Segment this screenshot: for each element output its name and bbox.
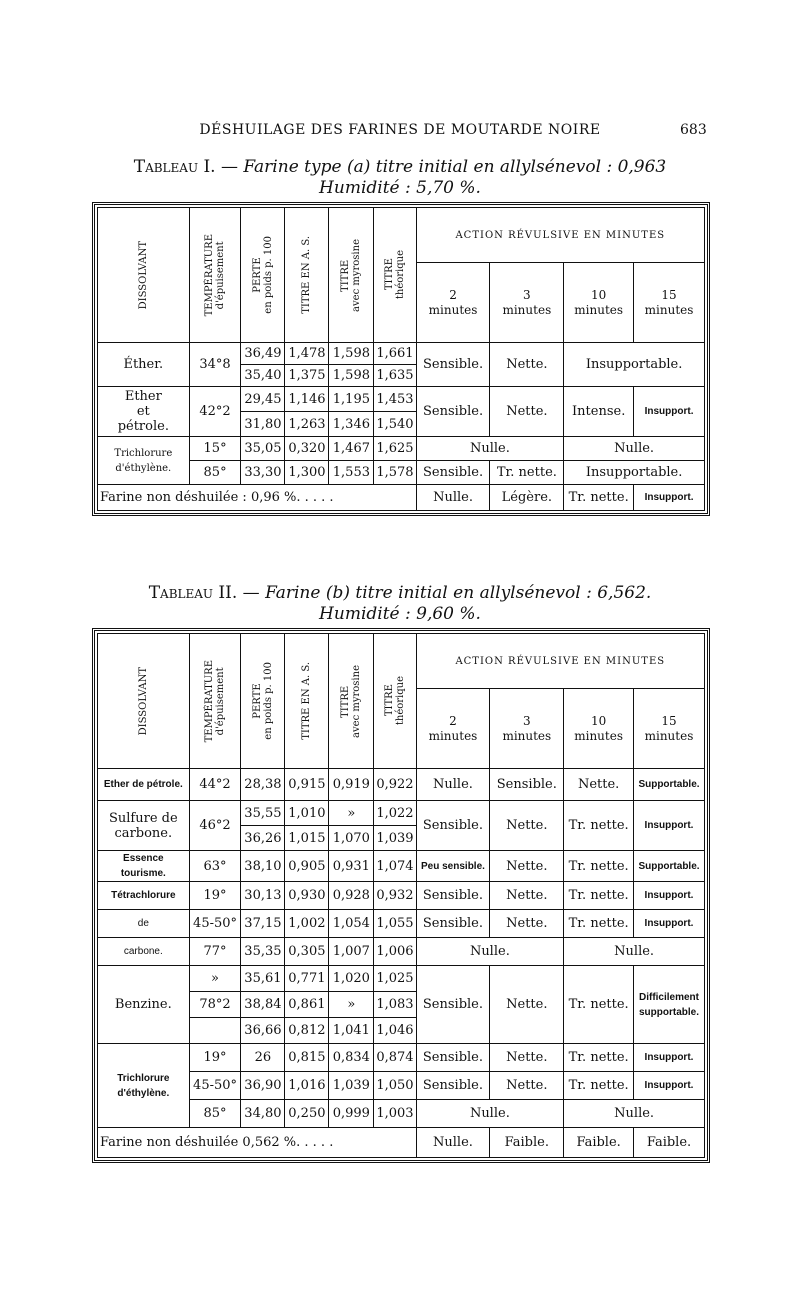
table-row bbox=[98, 769, 705, 801]
temp-cell: 85° bbox=[189, 1100, 241, 1128]
myr-cell: 1,598 bbox=[329, 343, 374, 365]
th-cell: 1,625 bbox=[374, 437, 416, 461]
row-label: Tétrachlorure bbox=[98, 882, 190, 910]
table-row bbox=[98, 1072, 705, 1100]
action-2-3-cell: Nulle. bbox=[416, 437, 564, 461]
table2-caption-line2: Humidité : 9,60 %. bbox=[319, 604, 481, 624]
action-3-cell: Tr. nette. bbox=[490, 461, 564, 485]
th-cell: 1,022 bbox=[374, 801, 416, 826]
table-row bbox=[98, 1044, 705, 1072]
table-row bbox=[98, 1128, 705, 1158]
table2 bbox=[97, 633, 705, 1158]
minutes-15-header: 15 minutes bbox=[634, 263, 705, 343]
perte-cell: 35,61 bbox=[241, 966, 285, 992]
th-cell: 1,635 bbox=[374, 365, 416, 387]
myr-cell: 1,039 bbox=[329, 1072, 374, 1100]
row-label: de bbox=[98, 910, 190, 938]
action-15-cell: Difficilement supportable. bbox=[634, 966, 705, 1044]
table-row bbox=[98, 387, 705, 412]
as-cell: 1,010 bbox=[285, 801, 329, 826]
action-3-cell: Nette. bbox=[490, 387, 564, 437]
action-2-cell: Sensible. bbox=[416, 343, 490, 387]
th-cell: 1,025 bbox=[374, 966, 416, 992]
temp-cell: » bbox=[189, 966, 241, 992]
myr-cell: 1,070 bbox=[329, 826, 374, 851]
table-row bbox=[98, 461, 705, 485]
action-header: ACTION RÉVULSIVE EN MINUTES bbox=[416, 634, 704, 689]
action-3-cell: Nette. bbox=[490, 910, 564, 938]
as-cell: 0,930 bbox=[285, 882, 329, 910]
action-2-3-cell: Nulle. bbox=[416, 938, 564, 966]
temp-cell: 85° bbox=[189, 461, 241, 485]
minutes-10-header: 10 minutes bbox=[564, 689, 634, 769]
table1-caption bbox=[0, 157, 800, 199]
perte-cell: 35,55 bbox=[241, 801, 285, 826]
action-10-cell: Tr. nette. bbox=[564, 882, 634, 910]
perte-cell: 31,80 bbox=[241, 412, 285, 437]
action-15-cell: Insupport. bbox=[634, 1072, 705, 1100]
table-row bbox=[98, 882, 705, 910]
th-cell: 1,661 bbox=[374, 343, 416, 365]
col-titre-as-header: TITRE EN A. S. bbox=[285, 208, 329, 343]
temp-cell: 78°2 bbox=[189, 992, 241, 1018]
farine-label: Farine non déshuilée 0,562 %. . . . . bbox=[98, 1128, 417, 1158]
minutes-10-header: 10 minutes bbox=[564, 263, 634, 343]
table1-caption-line2: Humidité : 5,70 %. bbox=[319, 178, 481, 198]
action-10-cell: Nette. bbox=[564, 769, 634, 801]
action-10-cell: Tr. nette. bbox=[564, 485, 634, 511]
minutes-2-header: 2 minutes bbox=[416, 689, 490, 769]
running-title: DÉSHUILAGE DES FARINES DE MOUTARDE NOIRE bbox=[199, 122, 601, 138]
col-dissolvant-header: DISSOLVANT bbox=[98, 634, 190, 769]
temp-cell: 15° bbox=[189, 437, 241, 461]
perte-cell: 30,13 bbox=[241, 882, 285, 910]
as-cell: 1,016 bbox=[285, 1072, 329, 1100]
action-15-cell: Insupport. bbox=[634, 387, 705, 437]
th-cell: 1,578 bbox=[374, 461, 416, 485]
table-row bbox=[98, 1100, 705, 1128]
action-3-cell: Nette. bbox=[490, 801, 564, 851]
myr-cell: 1,020 bbox=[329, 966, 374, 992]
caption-dash: — bbox=[237, 583, 266, 603]
action-2-3-cell: Nulle. bbox=[416, 1100, 564, 1128]
table1-caption-italic: Farine type bbox=[243, 157, 342, 177]
action-15-cell: Supportable. bbox=[634, 769, 705, 801]
row-label: Sulfure de carbone. bbox=[98, 801, 190, 851]
temp-cell: 45-50° bbox=[189, 910, 241, 938]
temp-cell: 42°2 bbox=[189, 387, 241, 437]
row-label-trichlorure: Trichlorure d'éthylène. bbox=[98, 1044, 190, 1128]
col-perte-header: PERTE en poids p. 100 bbox=[241, 634, 285, 769]
th-cell: 0,932 bbox=[374, 882, 416, 910]
col-dissolvant-header: DISSOLVANT bbox=[98, 208, 190, 343]
action-3-cell: Nette. bbox=[490, 343, 564, 387]
as-cell: 1,002 bbox=[285, 910, 329, 938]
as-cell: 1,478 bbox=[285, 343, 329, 365]
action-2-cell: Sensible. bbox=[416, 1072, 490, 1100]
row-label-ether-petrole: Ether et pétrole. bbox=[98, 387, 190, 437]
action-10-15-cell: Nulle. bbox=[564, 1100, 705, 1128]
temp-cell: 19° bbox=[189, 882, 241, 910]
perte-cell: 35,05 bbox=[241, 437, 285, 461]
col-titre-myrosine-header: TITRE avec myrosine bbox=[329, 208, 374, 343]
action-15-cell: Supportable. bbox=[634, 851, 705, 882]
action-15-cell: Insupport. bbox=[634, 801, 705, 851]
action-10-cell: Tr. nette. bbox=[564, 910, 634, 938]
action-10-15-cell: Nulle. bbox=[564, 938, 705, 966]
action-10-15-cell: Nulle. bbox=[564, 437, 705, 461]
th-cell: 0,874 bbox=[374, 1044, 416, 1072]
perte-cell: 38,10 bbox=[241, 851, 285, 882]
perte-cell: 29,45 bbox=[241, 387, 285, 412]
myr-cell: 0,999 bbox=[329, 1100, 374, 1128]
table-row bbox=[98, 966, 705, 992]
th-cell: 1,083 bbox=[374, 992, 416, 1018]
as-cell: 1,375 bbox=[285, 365, 329, 387]
table-row bbox=[98, 801, 705, 826]
action-3-cell: Faible. bbox=[490, 1128, 564, 1158]
col-temperature-header: TEMPÉRATURE d'épuisement bbox=[189, 634, 241, 769]
temp-cell: 19° bbox=[189, 1044, 241, 1072]
perte-cell: 28,38 bbox=[241, 769, 285, 801]
myr-cell: 1,007 bbox=[329, 938, 374, 966]
perte-cell: 37,15 bbox=[241, 910, 285, 938]
table2-caption-label: Tableau II. bbox=[148, 583, 238, 603]
th-cell: 1,003 bbox=[374, 1100, 416, 1128]
myr-cell: 1,598 bbox=[329, 365, 374, 387]
action-10-cell: Intense. bbox=[564, 387, 634, 437]
perte-cell: 35,40 bbox=[241, 365, 285, 387]
action-15-cell: Insupport. bbox=[634, 882, 705, 910]
table-row bbox=[98, 851, 705, 882]
minutes-2-header: 2 minutes bbox=[416, 263, 490, 343]
as-cell: 0,861 bbox=[285, 992, 329, 1018]
row-label-ether: Éther. bbox=[98, 343, 190, 387]
as-cell: 1,146 bbox=[285, 387, 329, 412]
as-cell: 0,915 bbox=[285, 769, 329, 801]
perte-cell: 36,66 bbox=[241, 1018, 285, 1044]
table2-caption-rest: (b) titre initial en allylsénevol : 6,562. bbox=[320, 583, 652, 603]
caption-dash: — bbox=[215, 157, 244, 177]
as-cell: 0,815 bbox=[285, 1044, 329, 1072]
myr-cell: 1,553 bbox=[329, 461, 374, 485]
action-15-cell: Insupport. bbox=[634, 485, 705, 511]
row-label: Benzine. bbox=[98, 966, 190, 1044]
myr-cell: 1,195 bbox=[329, 387, 374, 412]
col-titre-theorique-header: TITRE théorique bbox=[374, 208, 416, 343]
col-titre-theorique-header: TITRE théorique bbox=[374, 634, 416, 769]
myr-cell: 0,834 bbox=[329, 1044, 374, 1072]
perte-cell: 36,49 bbox=[241, 343, 285, 365]
action-10-cell: Tr. nette. bbox=[564, 1044, 634, 1072]
col-temperature-header: TEMPÉRATURE d'épuisement bbox=[189, 208, 241, 343]
action-15-cell: Faible. bbox=[634, 1128, 705, 1158]
th-cell: 1,050 bbox=[374, 1072, 416, 1100]
perte-cell: 35,35 bbox=[241, 938, 285, 966]
temp-cell: 45-50° bbox=[189, 1072, 241, 1100]
perte-cell: 33,30 bbox=[241, 461, 285, 485]
temp-cell: 63° bbox=[189, 851, 241, 882]
temp-cell: 77° bbox=[189, 938, 241, 966]
action-2-cell: Peu sensible. bbox=[416, 851, 490, 882]
minutes-3-header: 3 minutes bbox=[490, 263, 564, 343]
perte-cell: 26 bbox=[241, 1044, 285, 1072]
th-cell: 1,055 bbox=[374, 910, 416, 938]
as-cell: 0,320 bbox=[285, 437, 329, 461]
action-10-cell: Tr. nette. bbox=[564, 851, 634, 882]
th-cell: 1,046 bbox=[374, 1018, 416, 1044]
table2-caption bbox=[0, 583, 800, 625]
row-label-trichlorure: Trichlorure d'éthylène. bbox=[98, 437, 190, 485]
myr-cell: 1,054 bbox=[329, 910, 374, 938]
minutes-15-header: 15 minutes bbox=[634, 689, 705, 769]
action-3-cell: Nette. bbox=[490, 1044, 564, 1072]
as-cell: 0,771 bbox=[285, 966, 329, 992]
myr-cell: » bbox=[329, 992, 374, 1018]
myr-cell: 0,928 bbox=[329, 882, 374, 910]
th-cell: 1,074 bbox=[374, 851, 416, 882]
as-cell: 1,300 bbox=[285, 461, 329, 485]
col-titre-as-header: TITRE EN A. S. bbox=[285, 634, 329, 769]
th-cell: 1,006 bbox=[374, 938, 416, 966]
table1-caption-label: Tableau I. bbox=[133, 157, 216, 177]
action-3-cell: Légère. bbox=[490, 485, 564, 511]
myr-cell: » bbox=[329, 801, 374, 826]
action-10-15-cell: Insupportable. bbox=[564, 343, 705, 387]
temp-cell: 44°2 bbox=[189, 769, 241, 801]
as-cell: 0,250 bbox=[285, 1100, 329, 1128]
table1 bbox=[97, 207, 705, 511]
as-cell: 0,812 bbox=[285, 1018, 329, 1044]
action-2-cell: Sensible. bbox=[416, 1044, 490, 1072]
action-2-cell: Sensible. bbox=[416, 882, 490, 910]
action-2-cell: Sensible. bbox=[416, 461, 490, 485]
temp-cell: 34°8 bbox=[189, 343, 241, 387]
action-10-cell: Faible. bbox=[564, 1128, 634, 1158]
action-2-cell: Sensible. bbox=[416, 387, 490, 437]
action-3-cell: Nette. bbox=[490, 966, 564, 1044]
perte-cell: 34,80 bbox=[241, 1100, 285, 1128]
temp-cell bbox=[189, 1018, 241, 1044]
action-3-cell: Nette. bbox=[490, 851, 564, 882]
action-10-cell: Tr. nette. bbox=[564, 1072, 634, 1100]
action-2-cell: Sensible. bbox=[416, 801, 490, 851]
perte-cell: 38,84 bbox=[241, 992, 285, 1018]
col-perte-header: PERTE en poids p. 100 bbox=[241, 208, 285, 343]
action-15-cell: Insupport. bbox=[634, 1044, 705, 1072]
action-2-cell: Nulle. bbox=[416, 1128, 490, 1158]
th-cell: 1,453 bbox=[374, 387, 416, 412]
temp-cell: 46°2 bbox=[189, 801, 241, 851]
th-cell: 0,922 bbox=[374, 769, 416, 801]
table1-caption-rest: (a) titre initial en allylsénevol : 0,963 bbox=[341, 157, 667, 177]
as-cell: 1,263 bbox=[285, 412, 329, 437]
page-number: 683 bbox=[680, 122, 707, 138]
action-3-cell: Sensible. bbox=[490, 769, 564, 801]
action-2-cell: Sensible. bbox=[416, 966, 490, 1044]
minutes-3-header: 3 minutes bbox=[490, 689, 564, 769]
as-cell: 0,905 bbox=[285, 851, 329, 882]
myr-cell: 0,919 bbox=[329, 769, 374, 801]
col-titre-myrosine-header: TITRE avec myrosine bbox=[329, 634, 374, 769]
action-10-cell: Tr. nette. bbox=[564, 966, 634, 1044]
perte-cell: 36,26 bbox=[241, 826, 285, 851]
action-15-cell: Insupport. bbox=[634, 910, 705, 938]
action-2-cell: Nulle. bbox=[416, 485, 490, 511]
table-row bbox=[98, 437, 705, 461]
table-row bbox=[98, 910, 705, 938]
action-3-cell: Nette. bbox=[490, 882, 564, 910]
perte-cell: 36,90 bbox=[241, 1072, 285, 1100]
th-cell: 1,039 bbox=[374, 826, 416, 851]
action-2-cell: Sensible. bbox=[416, 910, 490, 938]
action-10-cell: Tr. nette. bbox=[564, 801, 634, 851]
farine-label: Farine non déshuilée : 0,96 %. . . . . bbox=[98, 485, 417, 511]
table-row bbox=[98, 938, 705, 966]
action-3-cell: Nette. bbox=[490, 1072, 564, 1100]
as-cell: 0,305 bbox=[285, 938, 329, 966]
myr-cell: 1,467 bbox=[329, 437, 374, 461]
myr-cell: 0,931 bbox=[329, 851, 374, 882]
action-2-cell: Nulle. bbox=[416, 769, 490, 801]
row-label: carbone. bbox=[98, 938, 190, 966]
row-label: Essence tourisme. bbox=[98, 851, 190, 882]
table2-caption-italic: Farine bbox=[265, 583, 321, 603]
row-label: Ether de pétrole. bbox=[98, 769, 190, 801]
table-row bbox=[98, 485, 705, 511]
myr-cell: 1,346 bbox=[329, 412, 374, 437]
action-header: ACTION RÉVULSIVE EN MINUTES bbox=[416, 208, 704, 263]
as-cell: 1,015 bbox=[285, 826, 329, 851]
table-row bbox=[98, 343, 705, 365]
myr-cell: 1,041 bbox=[329, 1018, 374, 1044]
action-10-15-cell: Insupportable. bbox=[564, 461, 705, 485]
th-cell: 1,540 bbox=[374, 412, 416, 437]
